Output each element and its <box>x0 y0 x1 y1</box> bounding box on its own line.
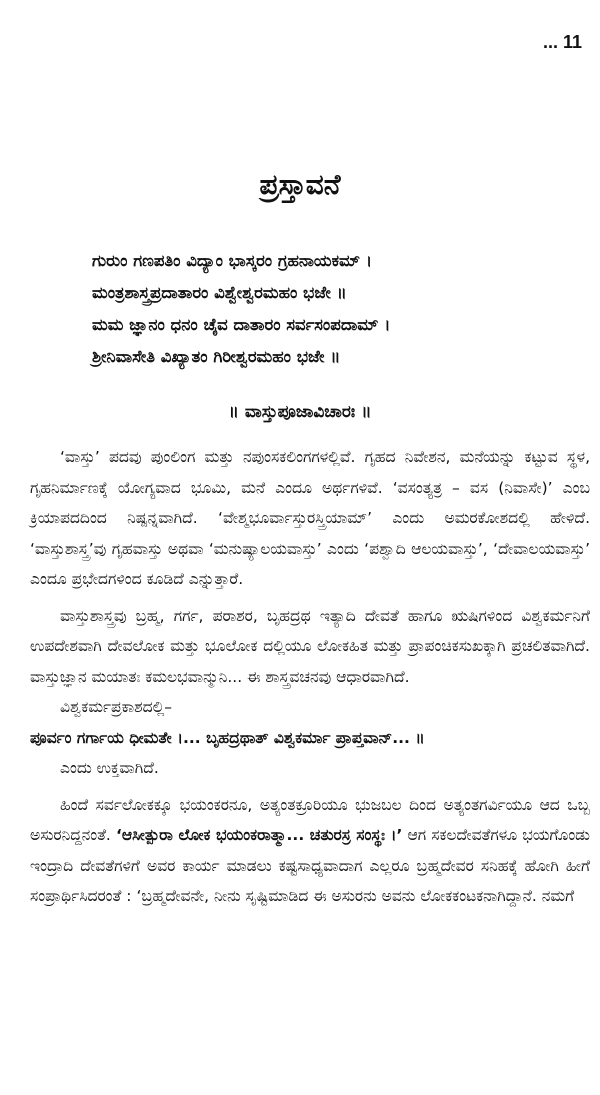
paragraph <box>30 790 590 912</box>
verse-line: ಶ್ರೀನಿವಾಸೇತಿ ವಿಖ್ಯಾತಂ ಗಿರೀಶ್ವರಮಹಂ ಭಜೇ ॥ <box>92 347 341 366</box>
page-title: ಪ್ರಸ್ತಾವನೆ <box>259 168 341 201</box>
quoted-text: ‘ಆಸೀತ್ಪುರಾ ಲೋಕ ಭಯಂಕರಾತ್ಮಾ... ಚತುರಸ್ರ ಸಂಸ್ಥಃ ।’ <box>116 826 403 844</box>
section-heading: ॥ ವಾಸ್ತುಪೂಜಾವಿಚಾರಃ ॥ <box>228 402 372 422</box>
paragraph: ‘ವಾಸ್ತು’ ಪದವು ಪುಂಲಿಂಗ ಮತ್ತು ನಪುಂಸಕಲಿಂಗಗಳಲ್ಲಿವೆ. ಗೃಹದ ನಿವೇಶನ, ಮನೆಯನ್ನು ಕಟ್ಟುವ ಸ್ಥಳ, ಗೃಹನಿರ್ಮಾಣಕ್ಕೆ ಯೋಗ್ಯವಾದ ಭೂಮಿ, ಮನೆ ಎಂದೂ ಅರ್ಥಗಳಿವೆ. ‘ವಸಂತ್ಯತ್ರ – ವಸ (ನಿವಾಸೇ)’ ಎಂಬ ಕ್ರಿಯಾಪದದಿಂದ ನಿಷ್ಪನ್ನವಾಗಿದೆ. ‘ವೇಶ್ಮಭೂರ್ವಾಸ್ತುರಸ್ತ್ರಿಯಾಮ್’ ಎಂದು ಅಮರಕೋಶದಲ್ಲಿ ಹೇಳಿದೆ. ‘ವಾಸ್ತುಶಾಸ್ತ್ರ’ವು ಗೃಹವಾಸ್ತು ಅಥವಾ ‘ಮನುಷ್ಯಾಲಯವಾಸ್ತು’ ಎಂದು ‘ಪಶ್ವಾದಿ ಆಲಯವಾಸ್ತು’, ‘ದೇವಾಲಯವಾಸ್ತು’ ಎಂದೂ ಪ್ರಭೇದಗಳಿಂದ ಕೂಡಿದೆ ಎನ್ನುತ್ತಾರೆ. <box>30 448 590 588</box>
paragraph-text: ಆಗ ಸಕಲದೇವತೆಗಳೂ ಭಯಗೊಂಡು ಇಂದ್ರಾದಿ ದೇವತೆಗಳಿಗೆ ಅವರ ಕಾರ್ಯ ಮಾಡಲು ಕಷ್ಟಸಾಧ್ಯವಾದಾಗ ಎಲ್ಲರೂ ಬ್ರಹ್ಮದೇವರ ಸನಿಹಕ್ಕೆ ಹೋಗಿ ಹೀಗೆ ಸಂಪ್ರಾರ್ಥಿಸಿದರಂತೆ : ‘ಬ್ರಹ್ಮದೇವನೇ, ನೀನು ಸೃಷ್ಟಿಮಾಡಿದ ಈ ಅಸುರನು ಅವನು ಲೋಕಕಂಟಕನಾಗಿದ್ದಾನೆ. ನಮಗೆ <box>30 826 590 905</box>
verse-line: ಗುರುಂ ಗಣಪತಿಂ ವಿದ್ಯಾಂ ಭಾಸ್ಕರಂ ಗ್ರಹನಾಯಕಮ್ । <box>92 251 373 270</box>
paragraph: ವಿಶ್ವಕರ್ಮಪ್ರಕಾಶದಲ್ಲಿ– <box>60 698 173 716</box>
page-number: ... 11 <box>542 32 582 52</box>
verse-line: ಮಂತ್ರಶಾಸ್ತ್ರಪ್ರದಾತಾರಂ ವಿಶ್ವೇಶ್ವರಮಹಂ ಭಜೇ ॥ <box>92 283 347 302</box>
quoted-verse: ಪೂರ್ವಂ ಗರ್ಗಾಯ ಧೀಮತೇ ।... ಬೃಹದ್ರಥಾತ್ ವಿಶ್ವಕರ್ಮಾ ಪ್ರಾಪ್ತವಾನ್... ॥ <box>30 728 425 747</box>
paragraph-text: ಹಿಂದೆ ಸರ್ವಲೋಕಕ್ಕೂ ಭಯಂಕರನೂ, ಅತ್ಯಂತಕ್ರೂರಿಯೂ ಭುಜಬಲ ದಿಂದ ಅತ್ಯಂತಗರ್ವಿಯೂ ಆದ ಒಬ್ಬ ಅಸುರನಿದ್ದನಂತೆ. <box>30 795 590 844</box>
paragraph: ವಾಸ್ತುಶಾಸ್ತ್ರವು ಬ್ರಹ್ಮ, ಗರ್ಗ, ಪರಾಶರ, ಬೃಹದ್ರಥ ಇತ್ಯಾದಿ ದೇವತೆ ಹಾಗೂ ಋಷಿಗಳಿಂದ ವಿಶ್ವಕರ್ಮನಿಗೆ ಉಪದೇಶವಾಗಿ ದೇವಲೋಕ ಮತ್ತು ಭೂಲೋಕ ದಲ್ಲಿಯೂ ಲೋಕಹಿತ ಮತ್ತು ಪ್ರಾಪಂಚಿಕಸುಖಕ್ಕಾಗಿ ಪ್ರಚಲಿತವಾಗಿದೆ. ವಾಸ್ತುಜ್ಞಾನ ಮಯಾತಃ ಕಮಲಭವಾನ್ಮುನಿ... ಈ ಶಾಸ್ತ್ರವಚನವು ಆಧಾರವಾಗಿದೆ. <box>30 606 590 686</box>
paragraph: ಎಂದು ಉಕ್ತವಾಗಿದೆ. <box>60 759 159 777</box>
verse-line: ಮಮ ಜ್ಞಾನಂ ಧನಂ ಚೈವ ದಾತಾರಂ ಸರ್ವಸಂಪದಾಮ್ । <box>92 315 391 334</box>
invocation-verse <box>92 245 562 373</box>
body-text <box>30 442 590 912</box>
